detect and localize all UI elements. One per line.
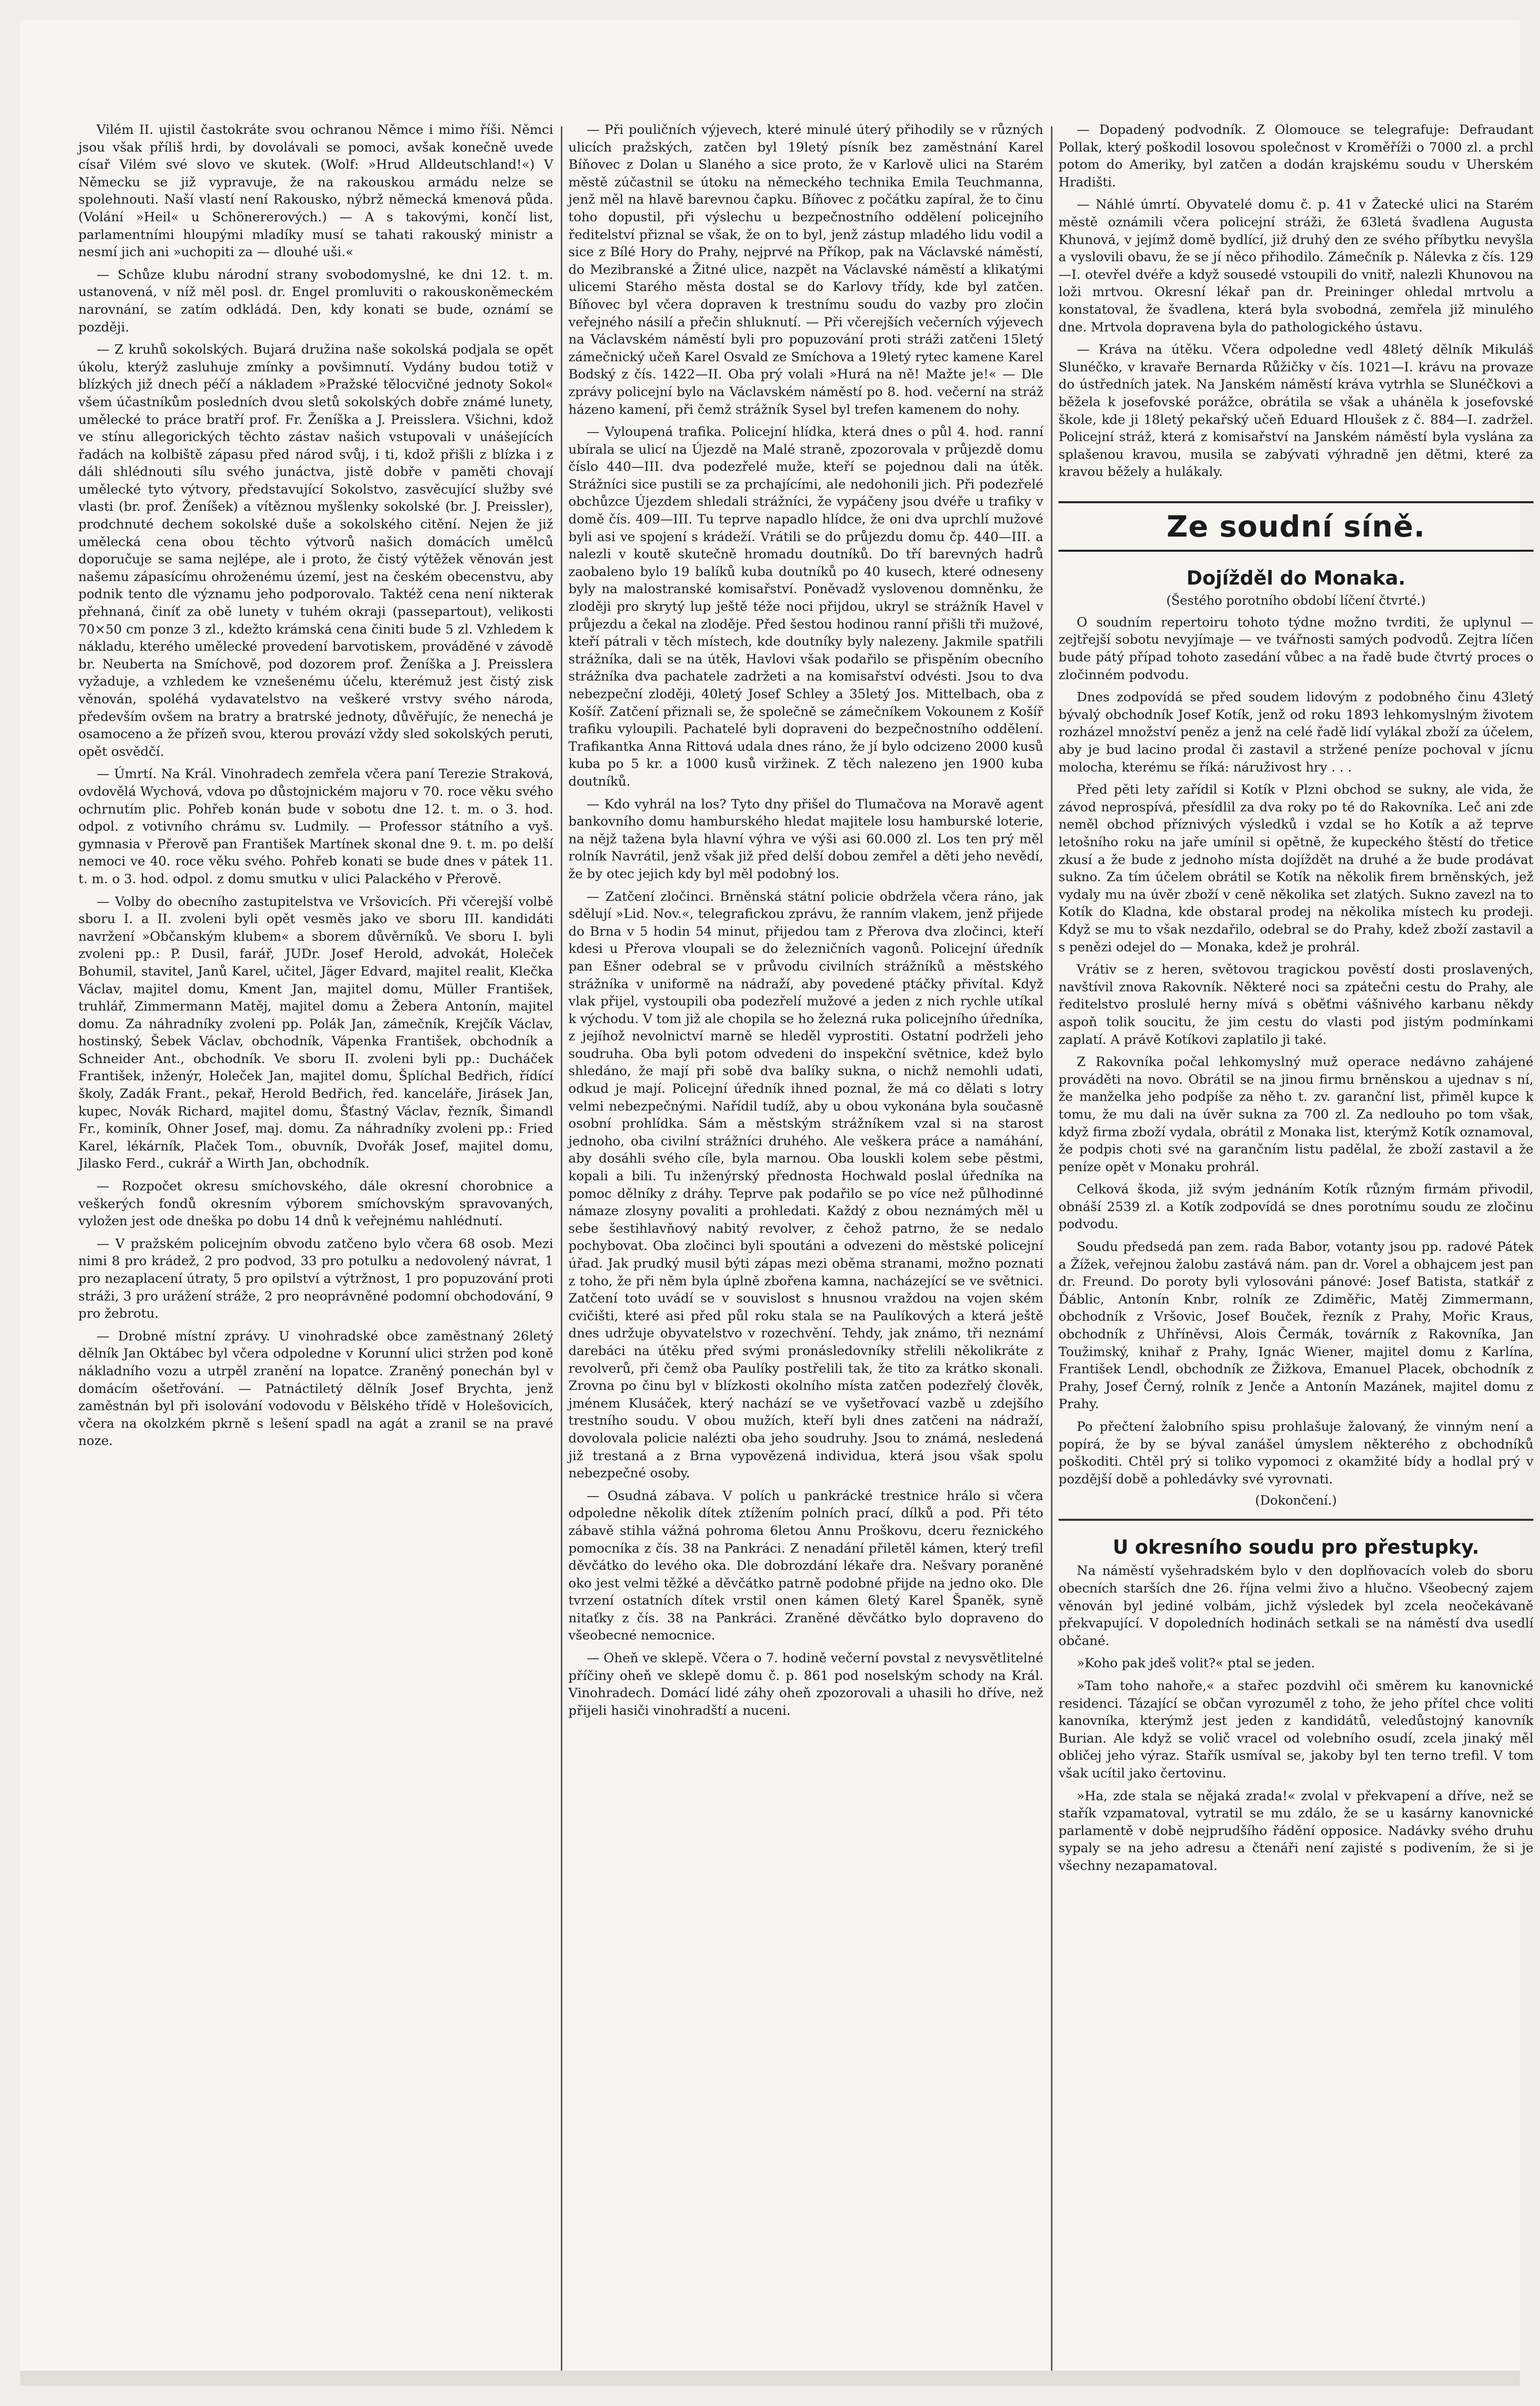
newspaper-page xyxy=(20,20,1533,2386)
paragraph: — Drobné místní zprávy. U vinohradské obce zaměstnaný 26letý dělník Jan Oktábec byl včera odpoledne v Korunní ulici stržen pod koně nákladního vozu a utrpěl zranění na lopatce. Zraněný ponechán byl v domácím ošetřování. — Patnáctiletý dělník Josef Brychta, jenž zaměstnán byl při isolování vodovodu v Bělského třídě v Holešovicích, včera na okolzkém pkrně s lešení spadl na agát a zranil se na pravé noze. xyxy=(78,1328,553,1449)
paragraph: — Zatčení zločinci. Brněnská státní policie obdržela včera ráno, jak sdělují »Lid. Nov.«, telegrafickou zprávu, že ranním vlakem, jenž přijede do Brna v 5 hodin 54 minut, přijedou tam z Přerova dva zločinci, kteří kdesi u Přerova vloupali se do železničních vagonů. Policejní úředník pan Ešner odebral se v průvodu civilních strážníků a městského strážníka v uniformě na nádraží, aby povedené ptáčky přivítal. Když vlak přijel, vystoupili oba podezřelí mužové a jeden z nich rychle utíkal k východu. V tom již ale chopila se ho železná ruka policejního úředníka, z jejíhož nevolnictví marně se hleděl vyprostiti. Ostatní podrželi jeho soudruha. Oba byli potom odvedeni do inspekční světnice, kdež bylo shledáno, že mají při sobě dva balíky sukna, o nichž nemohli udati, odkud je mají. Policejní úředník ihned poznal, že má co dělati s lotry velmi nebezpečnými. Nařídil tudíž, aby u obou vykonána byla současně osobní prohlídka. Sám a městským strážníkem vzal si na starost jednoho, oba civilní strážníci druhého. Ale veškera práce a namáhání, aby dosáhli svého cíle, byla marnou. Oba louskli kolem sebe pěstmi, kopali a bili. Tu inženýrský přednosta Hochwald poslal úředníka na pomoc dělníky z dráhy. Teprve pak podařilo se po více než půlhodinné námaze zlosyny povaliti a prohledati. Každý z obou neznámých měl u sebe šestihlavňový nabitý revolver, z čehož patrno, že se nedalo pochybovat. Oba zločinci byli spoutáni a odvezeni do městské policejní úřad. Jak prudký musil býti zápas mezi oběma stranami, možno poznati z toho, že při něm byla úplně zbořena kamna, nacházející se ve světnici. Zatčení toto uvádí se v souvislost s hnusnou vraždou na vojen ském cvičišti, které asi před půl roku stala se na Paulíkových a která ještě dnes udržuje obyvatelstvo v rozechvění. Tehdy, jak známo, tři neznámí darebáci na útěku před svými pronásledovníky střelili několikráte z revolverů, při čemž oba Paulíky postřelili tak, že tito za krátko skonali. Zrovna po činu byl v blízkosti okolního místa zatčen podezřelý člověk, jménem Klusáček, který nachází se ve vyšetřovací vazbě u zdejšího trestního soudu. V obou mužích, kteří byli dnes zatčeni na nádraží, dovolovala policie nalézti oba jeho soudruhy. Jsou to známá, nesledená již trestaná a z Brna vypovězená individua, která jsou však spolu nebezpečné osoby. xyxy=(568,889,1043,1481)
column-rule xyxy=(1051,126,1052,2375)
column-rule xyxy=(561,126,562,2375)
page-bottom-edge xyxy=(20,2371,1520,2386)
paragraph: »Ha, zde stala se nějaká zrada!« zvolal v překvapení a dříve, než se stařík vzpamatoval, vytratil se mu zdálo, že se u kasárny kanovnické parlamentě v době nejprudšího řádění opposice. Nadávky svého druhu sypaly se na jeho adresu a čtenáři není zajisté s podivením, že si je všechny nezapamatoval. xyxy=(1058,1788,1533,1873)
paragraph: Vrátiv se z heren, světovou tragickou pověstí dosti proslavených, navštívil znova Rakovník. Některé noci sa zpátečni cestu do Prahy, ale ředitelstvo proslulé herny mívá s oběťmi vášnivého karbanu někdy aspoň tolik soucitu, že jim cestu do vlasti pod jistým podmínkami zaplatí. A právě Kotíkovi zaplatilo ji také. xyxy=(1058,962,1533,1047)
column-right xyxy=(1058,121,1533,1880)
paragraph: — Úmrtí. Na Král. Vinohradech zemřela včera paní Terezie Straková, ovdovělá Wychová, vdova po důstojnickém majoru v 70. roce věku svého ochrnutím plic. Pohřeb konán bude v sobotu dne 12. t. m. o 3. hod. odpol. z votivního chrámu sv. Ludmily. — Professor státního a vyš. gymnasia v Přerově pan František Martínek skonal dne 9. t. m. po delší nemoci ve 40. roce věku svého. Pohřeb konati se bude dnes v pátek 11. t. m. o 3. hod. odpol. z domu smutku v ulici Palackého v Přerově. xyxy=(78,766,553,887)
paragraph: — Rozpočet okresu smíchovského, dále okresní chorobnice a veškerých fondů okresním výborem smíchovským spravovaných, vyložen jest ode dneška po dobu 14 dnů k veřejnému nahlédnutí. xyxy=(78,1179,553,1229)
paragraph: »Koho pak jdeš volit?« ptal se jeden. xyxy=(1077,1656,1315,1671)
paragraph: — Vyloupená trafika. Policejní hlídka, která dnes o půl 4. hod. ranní ubírala se ulicí na Újezdě na Malé straně, zpozorovala v průjezdě domu číslo 440—III. dva podezřelé muže, kteří se pojednou dali na útěk. Strážníci sice pustili se za prchajícími, ale nedohonili jich. Při podezřelé obchůzce Újezdem shledali strážníci, že vypáčeny jsou dvéře u trafiky v domě čís. 409—III. Tu teprve napadlo hlídce, že oni dva uprchlí mužové byli asi ve spojení s krádeží. Vrátili se do průjezdu domu čp. 440—III. a nalezli v koutě skutečně hromadu doutníků. Do tří barevných hadrů zaobaleno bylo 19 balíků kuba doutníků po 40 kusech, které odneseny byly na malostranské komisařství. Poněvadž vyslovenou domněnku, že zloději pro skrytý lup ještě téže noci přijdou, ukryl se strážník Havel v průjezdu a čekal na zloděje. Před šestou hodinou ranní přišli tři mužové, kteří pátrali v těch místech, kde doutníky byly nalezeny. Jakmile spatřili strážníka, dali se na útěk, Havlovi však podařilo se přispěním obecního strážníka dva pachatele zadržeti a na komisařství odvésti. Jsou to dva nebezpeční zloději, 40letý Josef Schley a 35letý Jos. Mittelbach, oba z Košíř. Zatčení přiznali se, že společně se zámečníkem Vokounem z Košíř trafiku vyloupili. Pachatelé byli dopraveni do bezpečnostního oddělení. Trafikantka Anna Rittová udala dnes ráno, že jí bylo odcizeno 2000 kusů kuba po 5 kr. a 1000 kusů viržinek. Z těch nalezeno jen 1900 kuba doutníků. xyxy=(568,424,1043,789)
paragraph: Na náměstí vyšehradském bylo v den doplňovacích voleb do sboru obecních starších dne 26. října velmi živo a hlučno. Všeobecný zajem věnován byl jediné volbám, jichž výsledek byl zcela neočekávaně překvapující. V dopoledních hodinách setkali se na náměstí dva usedlí občané. xyxy=(1058,1563,1533,1649)
paragraph: »Tam toho nahoře,« a stařec pozdvihl oči směrem ku kanovnické residenci. Tázající se občan vyrozuměl z toho, že jeho přítel chce voliti kanovníka, kterýmž jest jeden z kandidátů, veledůstojný kanovník Burian. Ale když se volič vracel od volebního osudí, zcela jinaký měl obličej jeho výraz. Stařík usmíval se, jakoby byl ten terno trefil. V tom však ucítil jako čertovinu. xyxy=(1058,1678,1533,1781)
paragraph: Po přečtení žalobního spisu prohlašuje žalovaný, že vinným není a popírá, že by se býval zanášel úmyslem některého z obchodníků poškoditi. Chtěl prý si toliko vypomoci z okamžité bídy a hodlal prý v pozdější době a pohledávky své vyrovnati. xyxy=(1058,1419,1533,1487)
paragraph: Dnes zodpovídá se před soudem lidovým z podobného činu 43letý bývalý obchodník Josef Kotík, jenž od roku 1893 lehkomyslným životem rozházel množství peněz a jenž na celé řadě lidí vylákal zboží za účelem, aby je bud lacino prodal či zastavil a stržené peníze pochoval v jícnu molocha, kterému se říká: náruživost hry . . . xyxy=(1058,690,1533,775)
paragraph: O soudním repertoiru tohoto týdne možno tvrditi, že uplynul — zejtřejší sobotu nevyjímaje — ve tvářnosti samých podvodů. Zejtra líčen bude pátý případ tohoto zasedání vůbec a na řadě bude čtvrtý proces o zločinném podvodu. xyxy=(1058,614,1533,683)
paragraph: Celková škoda, již svým jednáním Kotík různým firmám přivodil, obnáší 2539 zl. a Kotík zodpovídá se dnes porotnímu soudu ze zločinu podvodu. xyxy=(1058,1182,1533,1232)
article-separator xyxy=(1058,1519,1533,1521)
paragraph: — Kdo vyhrál na los? Tyto dny přišel do Tlumačova na Moravě agent bankovního domu hamburského hledat majitele losu hamburské loterie, na nějž tažena byla hlavní výhra ve výši asi 60.000 zl. Los ten prý měl rolník Navrátil, jenž však již před delší dobou zemřel a děti jeho nevědí, že by otec jejich kdy byl měl podobný los. xyxy=(568,796,1043,882)
paragraph: — Náhlé úmrtí. Obyvatelé domu č. p. 41 v Žatecké ulici na Starém městě oznámili včera policejní stráži, že 63letá švadlena Augusta Khunová, v jejímž domě bydlící, již druhý den ze svého příbytku nevyšla a vyslovili obavu, že se jí něco přihodilo. Zámečník p. Nálevka z čís. 129—I. otevřel dvéře a když sousedé vstoupili do vnitř, nalezli Khunovou na loži mrtvou. Okresní lékař pan dr. Preininger ohledal mrtvolu a konstatoval, že švadlena, která byla svobodná, zemřela již minulého dne. Mrtvola dopravena byla do pathologického ústavu. xyxy=(1058,197,1533,335)
section-title: Ze soudní síně. xyxy=(1058,501,1533,552)
paragraph: Vilém II. ujistil častokráte svou ochranou Němce i mimo říši. Němci jsou však příliš hrdi, by dovolávali se pomoci, avšak konečně uvede císař Vilém své slovo ve skutek. (Wolf: »Hrud Alldeutschland!«) V Německu se již vypravuje, že na rakouskou armádu nelze se spolehnouti. Naší vlastí není Rakousko, nýbrž německá kmenová půda. (Volání »Heil« u Schönererových.) — A s takovými, končí list, parlamentními hloupými mladíky musí se tahati rakouský ministr a nesmí jich ani »uchopiti za — dlouhé uši.« xyxy=(78,122,553,260)
paragraph: — Oheň ve sklepě. Včera o 7. hodině večerní povstal z nevysvětlitelné příčiny oheň ve sklepě domu č. p. 861 pod noselským schody na Král. Vinohradech. Domácí lidé záhy oheň zpozorovali a uhasili ho dříve, než přijeli hasiči vinohradští a nuceni. xyxy=(568,1651,1043,1718)
paragraph: — Z kruhů sokolských. Bujará družina naše sokolská podjala se opět úkolu, kterýž zasluhuje zmínky a povšimnutí. Vydány budou totiž v blízkých již dnech péčí a nákladem »Pražské tělocvičné jednoty Sokol« všem účastníkům posledních dvou sletů sokolských dobře známé lunety, umělecké to práce bratří prof. Fr. Ženíška a J. Preisslera. Všichni, kdož ve stínu allegorických těchto zástav našich vstupovali v unášejících řadách na kolbiště zápasu před národ svůj, i ti, kdož přišli z blízka i z dáli shlédnouti sílu svého junáctva, jistě dobře v paměti chovají umělecké tyto výtvory, představující Sokolstvo, zasvěcující služby své vlasti (br. prof. Ženíšek) a vítěznou myšlenky sokolské (br. J. Preissler), prodchnuté dechem sokolské duše a sokolského citění. Nejen že již umělecká cena obou těchto výtvorů našich domácích umělců doporučuje se sama nejlépe, ale i proto, že čistý výtěžek věnován jest našemu zápasícímu ohroženému území, jest na českém obecenstvu, aby podnik tento dle významu jeho podporovalo. Taktéž cena není nikterak přehnaná, činíť za obě lunety v tuhém okraji (passepartout), velikosti 70×50 cm ponze 3 zl., kdežto krámská cena činiti bude 5 zl. Vzhledem k nákladu, kterého umělecké provedení barvotiskem, prováděné v závodě br. Neuberta na Smíchově, pod dozorem prof. Ženíška a J. Preisslera vyžaduje, a vzhledem ke vznešenému účelu, kterémuž jest čistý zisk věnován, spoléhá vydavatelstvo na veškeré vrstvy svého národa, především ovšem na bratry a bratrské jednoty, důvěřujíc, že nenechá je osamoceno a že přízeň svou, kterou provází vždy sled sokolských peruti, opět osvědčí. xyxy=(78,342,553,759)
paragraph: — V pražském policejním obvodu zatčeno bylo včera 68 osob. Mezi nimi 8 pro krádež, 2 pro podvod, 33 pro potulku a nedovolený návrat, 1 pro nezaplacení útraty, 5 pro opilství a výtržnost, 1 pro popuzování proti stráži, 3 pro urážení stráže, 2 pro neoprávněné podomní obchodování, 9 pro žebrotu. xyxy=(78,1236,553,1322)
paragraph: Z Rakovníka počal lehkomyslný muž operace nedávno zahájené prováděti na novo. Obrátil se na jinou firmu brněnskou a ujednav s ní, že manželka jeho podpíše za něho t. zv. garanční list, přiměl kupce k tomu, že mu dali na úvěr sukna za 700 zl. Za nedlouho po tom však, když firma zboží vydala, obrátil z Monaka list, kterýmž Kotík oznamoval, že podpis choti své na garančním listu padělal, že zboží zastavil a že peníze opět v Monaku prohrál. xyxy=(1058,1054,1533,1175)
paragraph: — Schůze klubu národní strany svobodomyslné, ke dni 12. t. m. ustanovená, v níž měl posl. dr. Engel promluviti o rakouskoněmeckém narovnání, se zatím odkládá. Den, kdy konati se bude, oznámí se později. xyxy=(78,267,553,335)
paragraph: — Při pouličních výjevech, které minulé úterý přihodily se v různých ulicích pražských, zatčen byl 19letý písník bez zaměstnání Karel Bíňovec z Dolan u Slaného a sice proto, že v Karlově ulici na Starém městě zúčastnil se útoku na německého technika Emila Teuchmanna, jenž měl na hlavě barevnou čapku. Bíňovec z počátku zapíral, že to činu toho dopustil, při výslechu u bezpečnostního oddělení policejního ředitelství přiznal se však, že on to byl, jenž zástup mladého lidu vodil a sice z Bílé Hory do Prahy, nejprvé na Příkop, pak na Václavské náměstí, do Mezibranské a Žitné ulice, nazpět na Václavské náměstí a klikatými ulicemi Starého města dostal se do Karlovy třídy, kde byl zatčen. Bíňovec byl včera dopraven k trestnímu soudu do vazby pro zločin veřejného násilí a přečin shluknutí. — Při včerejších večerních výjevech na Václavském náměstí byli pro popuzování proti stráži zatčeni 15letý zámečnický učeň Karel Osvald ze Smíchova a 19letý rytec kamene Karel Bodský z čís. 1422—II. Oba prý volali »Hurá na ně! Mažte je!« — Dle zprávy policejní bylo na Václavském náměstí po 8. hod. večerní na stráž házeno kamení, při čemž strážník Sysel byl trefen kamenem do nohy. xyxy=(568,122,1043,417)
paragraph: — Osudná zábava. V polích u pankrácké trestnice hrálo si včera odpoledne několik dítek ztížením polních prací, dílků a pod. Při této zábavě stihla vážná pohroma 6letou Annu Proškovu, dceru řeznického pomocníka z čís. 38 na Pankráci. Z nenadání přiletěl kámen, který trefil děvčátko do levého oka. Dle dobrozdání lékaře dra. Nešvary poraněné oko jest velmi těžké a děvčátko patrně podobné přijde na jedno oko. Dle tvrzení ostatních dítek vrstil onen kámen 6letý Karel Španěk, syně nitaťky z čís. 38 na Pankráci. Zraněné děvčátko bylo dopraveno do všeobecné nemocnice. xyxy=(568,1488,1043,1644)
column-left xyxy=(78,121,553,1455)
paragraph: — Volby do obecního zastupitelstva ve Vršovicích. Při včerejší volbě sboru I. a II. zvoleni byli opět vesměs jako ve sboru III. kandidáti navržení »Občanským klubem« a sborem důvěrníků. Ve sboru I. byli zvoleni pp.: P. Dusil, farář, JUDr. Josef Herold, advokát, Holeček Bohumil, stavitel, Janů Karel, učitel, Jäger Edvard, majitel realit, Klečka Václav, majitel domu, Kment Jan, majitel domu, Müller František, truhlář, Zimmermann Matěj, majitel domu a Žebera Antonín, majitel domu. Za náhradníky zvoleni pp. Polák Jan, zámečník, Krejčík Václav, hostinský, Šebek Václav, obchodník, Vápenka František, obchodník a Schneider Ant., obchodník. Ve sboru II. zvoleni byli pp.: Ducháček František, inženýr, Holeček Jan, majitel domu, Šplíchal Bedřich, řídící školy, Zadák Frant., pekař, Herold Bedřich, řed. kanceláře, Jirásek Jan, kupec, Novák Richard, majitel domu, Šťastný Václav, řezník, Šimandl Fr., kominík, Ohner Josef, maj. domu. Za náhradníky zvoleni pp.: Fried Karel, lékárník, Plaček Tom., obuvník, Dvořák Josef, majitel domu, Jilasko Ferd., cukrář a Wirth Jan, obchodník. xyxy=(78,894,553,1172)
article-title: U okresního soudu pro přestupky. xyxy=(1113,1536,1479,1559)
column-middle xyxy=(568,121,1043,1724)
paragraph: Před pěti lety zařídil si Kotík v Plzni obchod se sukny, ale vida, že závod neprospívá, přesídlil za dva roky po té do Rakovníka. Leč ani zde neměl obchod příznivých výsledků i vzdal se ho Kotík a až teprve letošního roku na jaře umínil si opětně, že kupeckého štěstí do třetice zkusí a že bude z jednoho místa dojíždět na druhé a že bude prodávat sukno. Za tím účelem obrátil se Kotík na několik firem brněnských, jež vydaly mu na úvěr zboží v ceně několika set zlatých. Sukno zavezl na to Kotík do Kladna, kde obstaral prodej na několika místech ku prodeji. Když se mu to však nezdařilo, odebral se do Prahy, kdež zboží zastavil a s penězi odejel do — Monaka, kdež je prohrál. xyxy=(1058,782,1533,955)
article-subtitle: (Šestého porotního období líčení čtvrté.) xyxy=(1166,593,1426,608)
paragraph: — Dopadený podvodník. Z Olomouce se telegrafuje: Defraudant Pollak, který poškodil losovou společnost v Kroměříži o 7000 zl. a prchl potom do Ameriky, byl zatčen a dodán krajskému soudu v Uherském Hradišti. xyxy=(1058,122,1533,190)
paragraph: Soudu předsedá pan zem. rada Babor, votanty jsou pp. radové Pátek a Žížek, veřejnou žalobu zastává nám. pan dr. Vorel a obhajcem jest pan dr. Freund. Do poroty byli vylosováni pánové: Josef Batista, statkář z Ďáblic, Antonín Knbr, rolník ze Zdiměřic, Matěj Zimmermann, obchodník z Vršovic, Josef Bouček, řezník z Prahy, Mořic Kraus, obchodník z Uhříněvsi, Alois Čermák, továrník z Rakovníka, Jan Toužimský, knihař z Prahy, Ignác Wiener, majitel domu z Karlína, František Lendl, obchodník ze Žižkova, Emanuel Placek, obchodník z Prahy, Josef Černý, rolník z Jenče a Antonín Mazánek, majitel domu z Prahy. xyxy=(1058,1239,1533,1412)
article-continuation-note: (Dokončení.) xyxy=(1255,1493,1337,1508)
paragraph: — Kráva na útěku. Včera odpoledne vedl 48letý dělník Mikuláš Slunéčko, v kravaře Bernarda Růžičky v čís. 1021—I. krávu na provaze do ústředních jatek. Na Janském náměstí kráva vytrhla se Slunéčkovi a běžela k josefovské porážce, obrátila se však a uháněla k josefovské škole, kde ji 18letý pekařský učeň Eduard Hloušek z č. 884—I. zadržel. Policejní stráž, která z komisařství na Janském náměstí byla vyslána za splašenou kravou, musila se zabývati výhradně jen dětmi, které za kravou běžely a hulákaly. xyxy=(1058,342,1533,480)
article-title: Dojížděl do Monaka. xyxy=(1186,566,1406,589)
